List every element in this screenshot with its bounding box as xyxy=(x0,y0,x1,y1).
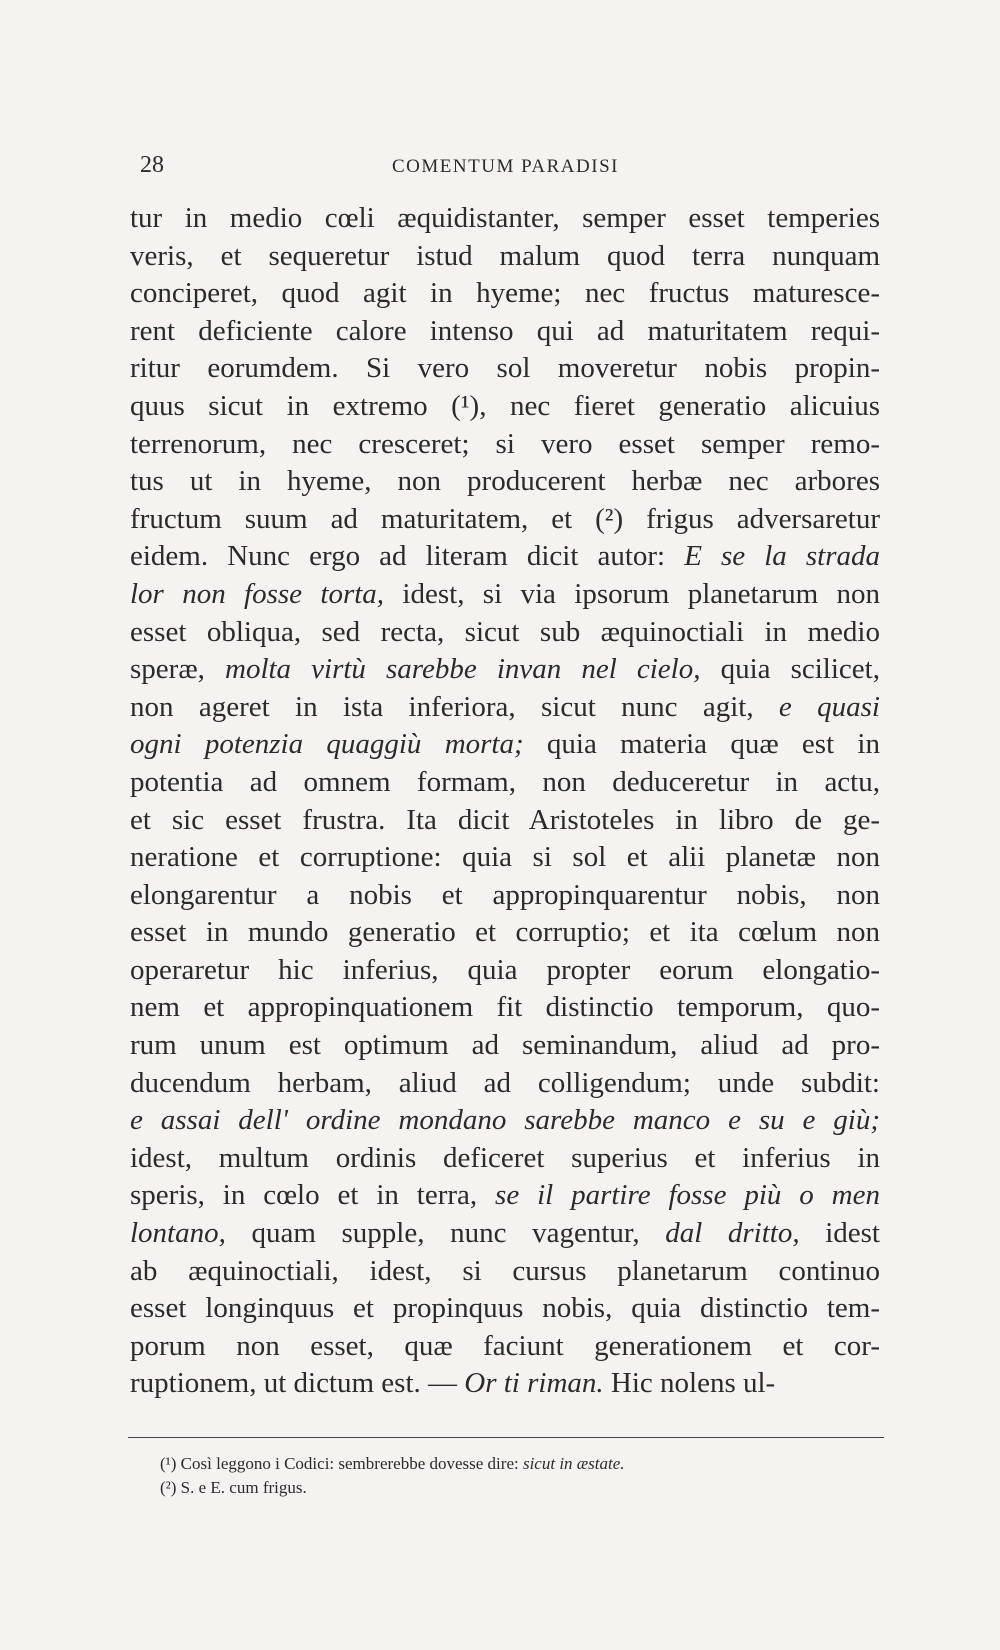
text-line xyxy=(130,1215,880,1253)
text-segment: ducendum herbam, aliud ad colligendum; unde subdit: xyxy=(130,1066,880,1099)
text-line xyxy=(130,914,880,952)
text-line xyxy=(130,388,880,426)
italic-quote: dal dritto, xyxy=(665,1217,800,1250)
italic-quote: ogni potenzia quaggiù morta; xyxy=(130,728,524,761)
text-segment: quia materia quæ est in xyxy=(523,728,880,761)
text-segment: speris, in cœlo et in terra, xyxy=(130,1179,496,1212)
italic-quote: se il partire fosse più o men xyxy=(495,1179,880,1212)
text-segment: speræ, xyxy=(130,653,225,686)
text-segment: idest xyxy=(799,1217,880,1250)
text-line xyxy=(130,350,880,388)
text-segment: porum non esset, quæ faciunt generationem et cor- xyxy=(130,1329,880,1362)
text-segment: tur in medio cœli æquidistanter, semper esset temperies xyxy=(130,202,880,234)
footnote xyxy=(160,1476,860,1500)
text-segment: quus sicut in extremo (¹), nec fieret generatio alicuius xyxy=(130,389,880,422)
text-line xyxy=(130,1102,880,1140)
text-segment: quia scilicet, xyxy=(700,653,880,686)
text-segment: idest, si via ipsorum planetarum non xyxy=(384,577,880,610)
text-line xyxy=(130,839,880,877)
text-line xyxy=(130,1140,880,1178)
text-segment: veris, et sequeretur istud malum quod terra nunquam xyxy=(130,239,880,272)
text-segment: conciperet, quod agit in hyeme; nec fructus maturesce- xyxy=(130,277,880,310)
text-segment: idest, multum ordinis deficeret superius et inferius in xyxy=(130,1141,880,1174)
text-segment: non ageret in ista inferiora, sicut nunc agit, xyxy=(130,690,779,723)
text-line xyxy=(130,614,880,652)
text-segment: Hic nolens ul- xyxy=(603,1367,776,1400)
text-line xyxy=(130,1328,880,1366)
text-line xyxy=(130,726,880,764)
footnote xyxy=(160,1452,860,1476)
italic-quote: molta virtù sarebbe invan nel cielo, xyxy=(225,653,701,686)
text-segment: potentia ad omnem formam, non deduceretur in actu, xyxy=(130,765,880,798)
text-line xyxy=(130,764,880,802)
body-text xyxy=(130,200,880,1403)
text-line xyxy=(130,1365,880,1403)
text-segment: esset in mundo generatio et corruptio; et ita cœlum non xyxy=(130,916,880,949)
text-line xyxy=(130,952,880,990)
text-segment: rum unum est optimum ad seminandum, aliud ad pro- xyxy=(130,1029,880,1062)
text-segment: quam supple, nunc vagentur, xyxy=(225,1217,666,1250)
footnote-text: (²) S. e E. cum frigus. xyxy=(160,1478,307,1497)
text-segment: terrenorum, nec cresceret; si vero esset semper remo- xyxy=(130,427,880,460)
text-line xyxy=(130,1065,880,1103)
text-line xyxy=(130,313,880,351)
italic-quote: e assai dell' ordine mondano sarebbe manco e su e giù; xyxy=(130,1104,880,1137)
text-line xyxy=(130,651,880,689)
italic-quote: E se la strada xyxy=(684,540,880,573)
footnote-italic: sicut in æstate. xyxy=(522,1454,625,1473)
text-segment: tus ut in hyeme, non producerent herbæ nec arbores xyxy=(130,465,880,498)
text-line xyxy=(130,989,880,1027)
text-line xyxy=(130,200,880,238)
text-line xyxy=(130,877,880,915)
text-segment: esset longinquus et propinquus nobis, quia distinctio tem- xyxy=(130,1292,880,1325)
text-segment: ab æquinoctiali, idest, si cursus planetarum continuo xyxy=(130,1254,880,1287)
italic-quote: e quasi xyxy=(778,690,880,723)
italic-quote: lor non fosse torta, xyxy=(130,577,385,610)
text-segment: nem et appropinquationem fit distinctio temporum, quo- xyxy=(130,991,880,1024)
text-line xyxy=(130,1177,880,1215)
text-line xyxy=(130,1290,880,1328)
page-number: 28 xyxy=(140,152,164,178)
text-line xyxy=(130,1253,880,1291)
text-segment: et sic esset frustra. Ita dicit Aristoteles in libro de ge- xyxy=(130,803,880,836)
text-segment: rent deficiente calore intenso qui ad maturitatem requi- xyxy=(130,314,880,347)
text-line xyxy=(130,238,880,276)
text-line xyxy=(130,501,880,539)
page-header xyxy=(132,152,852,182)
italic-quote: lontano, xyxy=(130,1217,226,1250)
text-segment: ritur eorumdem. Si vero sol moveretur nobis propin- xyxy=(130,352,880,385)
text-line xyxy=(130,689,880,727)
text-segment: ruptionem, ut dictum est. — xyxy=(130,1367,465,1400)
text-segment: eidem. Nunc ergo ad literam dicit autor: xyxy=(130,540,685,573)
footnote-text: (¹) Così leggono i Codici: sembrerebbe dovesse dire: xyxy=(160,1454,523,1473)
footnotes xyxy=(160,1452,860,1500)
footnote-rule xyxy=(128,1437,884,1438)
text-segment: neratione et corruptione: quia si sol et alii planetæ non xyxy=(130,841,880,874)
text-segment: fructum suum ad maturitatem, et (²) frigus adversaretur xyxy=(130,502,880,535)
text-segment: elongarentur a nobis et appropinquarentur nobis, non xyxy=(130,878,880,911)
running-head: COMENTUM PARADISI xyxy=(392,156,619,177)
text-line xyxy=(130,275,880,313)
text-segment: operaretur hic inferius, quia propter eorum elongatio- xyxy=(130,953,880,986)
text-line xyxy=(130,426,880,464)
text-line xyxy=(130,576,880,614)
text-line xyxy=(130,1027,880,1065)
text-line xyxy=(130,538,880,576)
text-line xyxy=(130,802,880,840)
italic-quote: Or ti riman. xyxy=(464,1367,604,1400)
text-segment: esset obliqua, sed recta, sicut sub æquinoctiali in medio xyxy=(130,615,880,648)
text-line xyxy=(130,463,880,501)
